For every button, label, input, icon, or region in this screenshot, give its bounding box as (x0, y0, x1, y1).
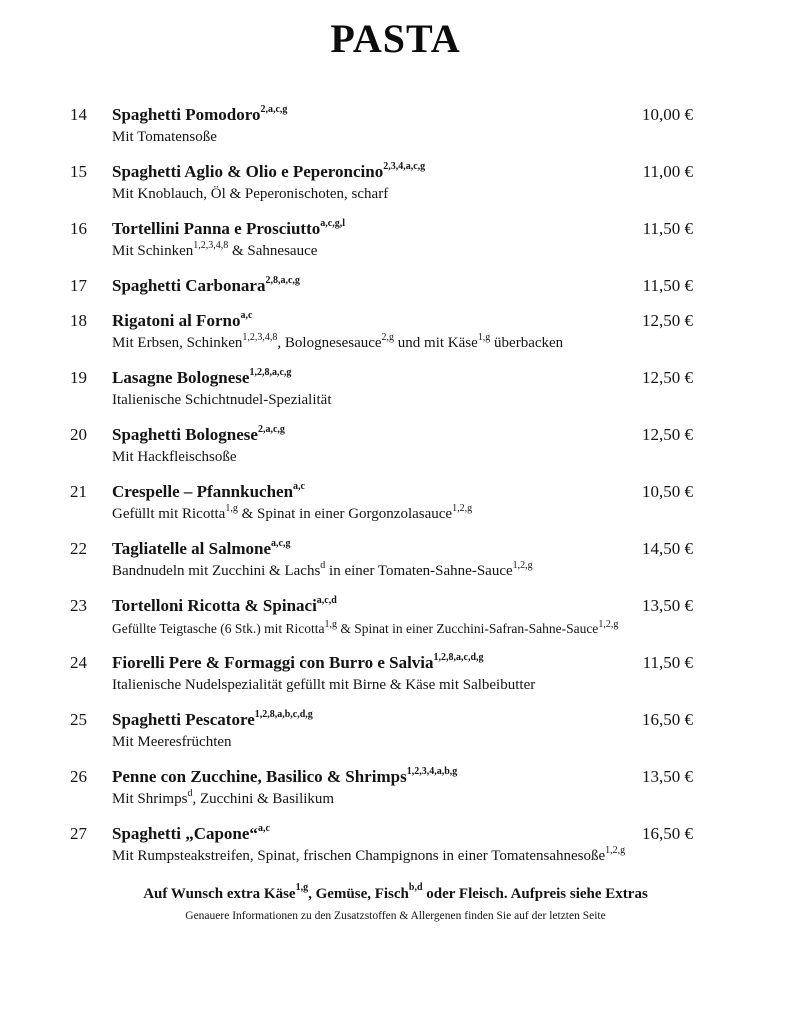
item-body (112, 766, 630, 810)
menu-item (70, 161, 693, 205)
item-price: 11,50 € (642, 219, 693, 238)
menu-item (70, 709, 693, 753)
allergen-superscript: 1,2,8,a,b,c,d,g (254, 709, 313, 721)
item-name (112, 652, 631, 674)
item-body (112, 481, 630, 525)
text-segment: Mit Meeresfrüchten (112, 734, 232, 750)
item-name (112, 275, 631, 297)
item-description (112, 732, 630, 753)
item-number: 15 (70, 162, 87, 181)
item-name (112, 161, 631, 183)
item-name (112, 310, 630, 332)
item-name (112, 538, 630, 560)
allergen-superscript: 2,g (381, 332, 395, 343)
item-name-text: Tortellini Panna e Prosciutto (112, 219, 321, 238)
item-description (112, 789, 630, 810)
item-description (112, 447, 630, 468)
item-number: 18 (70, 311, 87, 330)
item-name (112, 424, 630, 446)
text-segment: in einer Tomaten-Sahne-Sauce (325, 563, 513, 579)
allergen-superscript: 1,2,8,a,c,g (249, 367, 292, 379)
footer (0, 882, 791, 923)
text-segment: und mit Käse (394, 335, 478, 351)
item-number: 16 (70, 219, 87, 238)
text-segment: Mit Erbsen, Schinken (112, 335, 243, 351)
allergen-superscript: 1,2,3,4,8 (193, 240, 229, 251)
item-name-text: Spaghetti Pomodoro (112, 105, 261, 124)
item-price: 12,50 € (642, 368, 693, 387)
item-name-text: Spaghetti Pescatore (112, 710, 255, 729)
item-number: 25 (70, 710, 87, 729)
item-name (112, 709, 630, 731)
allergen-superscript: 1,2,8,a,c,d,g (433, 652, 484, 664)
allergen-superscript: b,d (408, 882, 423, 893)
text-segment: Mit Hackfleischsoße (112, 449, 237, 465)
allergen-superscript: d (187, 788, 193, 799)
item-description (112, 504, 630, 525)
item-body (112, 595, 630, 639)
text-segment: Gefüllte Teigtasche (6 Stk.) mit Ricotta (112, 621, 325, 636)
text-segment: & Spinat in einer Zucchini-Safran-Sahne-Sauce (337, 621, 599, 636)
menu-items (70, 104, 693, 867)
item-body (112, 310, 630, 354)
item-number: 23 (70, 596, 87, 615)
text-segment: , Bolognesesauce (277, 335, 382, 351)
text-segment: & Spinat in einer Gorgonzolasauce (237, 506, 453, 522)
allergen-superscript: 1,2,3,4,8 (242, 332, 278, 343)
item-body (112, 367, 630, 411)
item-number: 14 (70, 105, 87, 124)
page-title: PASTA (330, 16, 461, 61)
item-description (112, 241, 631, 262)
item-body (112, 275, 631, 297)
item-name-text: Spaghetti Carbonara (112, 276, 266, 295)
item-price: 10,50 € (642, 482, 693, 501)
item-price: 14,50 € (642, 539, 693, 558)
item-price: 12,50 € (642, 425, 693, 444)
allergen-superscript: 1,2,g (452, 503, 473, 514)
text-segment: , Zucchini & Basilikum (192, 791, 335, 807)
text-segment: Mit Rumpsteakstreifen, Spinat, frischen Champignons in einer Tomatensahnesoße (112, 848, 606, 864)
text-segment: Gefüllt mit Ricotta (112, 506, 226, 522)
item-body (112, 538, 630, 582)
item-description (112, 618, 630, 639)
allergen-superscript: 1,2,g (512, 560, 533, 571)
item-body (112, 424, 630, 468)
item-description (112, 333, 630, 354)
item-name-text: Crespelle – Pfannkuchen (112, 482, 294, 501)
item-price: 10,00 € (642, 105, 693, 124)
allergen-superscript: a,c,g (271, 538, 291, 550)
menu-item (70, 310, 693, 354)
menu-item (70, 218, 693, 262)
allergen-superscript: a,c (240, 310, 253, 322)
text-segment: Mit Shrimps (112, 791, 188, 807)
menu-item (70, 823, 693, 867)
text-segment: Italienische Nudelspezialität gefüllt mit Birne & Käse mit Salbeibutter (112, 677, 536, 693)
item-number: 24 (70, 653, 87, 672)
item-name (112, 104, 630, 126)
item-body (112, 823, 630, 867)
allergen-superscript: a,c,d (316, 595, 337, 607)
item-body (112, 652, 631, 696)
item-name-text: Tagliatelle al Salmone (112, 539, 271, 558)
text-segment: Mit Schinken (112, 243, 194, 259)
allergen-superscript: 1,g (225, 503, 238, 514)
item-price: 16,50 € (642, 824, 693, 843)
footer-info: Genauere Informationen zu den Zusatzstoffen & Allergenen finden Sie auf der letzten Seite (185, 910, 606, 922)
item-number: 22 (70, 539, 87, 558)
menu-item (70, 652, 693, 696)
text-segment: überbacken (490, 335, 564, 351)
item-name-text: Penne con Zucchine, Basilico & Shrimps (112, 767, 407, 786)
menu-item (70, 275, 693, 297)
item-description (112, 390, 630, 411)
item-name-text: Spaghetti Bolognese (112, 425, 258, 444)
item-body (112, 709, 630, 753)
text-segment: oder Fleisch. Aufpreis siehe Extras (422, 886, 648, 902)
item-name (112, 595, 630, 617)
item-name-text: Spaghetti Aglio & Olio e Peperoncino (112, 162, 384, 181)
item-number: 19 (70, 368, 87, 387)
allergen-superscript: 1,2,3,4,a,b,g (406, 766, 458, 778)
item-description (112, 127, 630, 148)
menu-item (70, 538, 693, 582)
text-segment: , Gemüse, Fisch (308, 886, 409, 902)
item-description (112, 184, 631, 205)
text-segment: Bandnudeln mit Zucchini & Lachs (112, 563, 321, 579)
item-description (112, 846, 630, 867)
item-name-text: Tortelloni Ricotta & Spinaci (112, 596, 317, 615)
item-name (112, 766, 630, 788)
allergen-superscript: 1,2,g (598, 618, 619, 630)
item-price: 12,50 € (642, 311, 693, 330)
allergen-superscript: 1,g (477, 332, 491, 343)
item-name (112, 481, 630, 503)
item-body (112, 104, 630, 148)
item-number: 20 (70, 425, 87, 444)
item-price: 11,50 € (642, 276, 693, 295)
item-description (112, 675, 631, 696)
allergen-superscript: 1,2,g (605, 845, 626, 856)
menu-item (70, 481, 693, 525)
allergen-superscript: 2,3,4,a,c,g (383, 161, 426, 173)
item-name (112, 823, 630, 845)
allergen-superscript: 2,a,c,g (257, 424, 285, 436)
item-name (112, 218, 631, 240)
text-segment: Auf Wunsch extra Käse (143, 886, 296, 902)
item-name-text: Fiorelli Pere & Formaggi con Burro e Salvia (112, 653, 434, 672)
item-name-text: Lasagne Bolognese (112, 368, 250, 387)
item-price: 16,50 € (642, 710, 693, 729)
allergen-superscript: 1,g (324, 618, 338, 630)
item-body (112, 218, 631, 262)
item-body (112, 161, 631, 205)
text-segment: Italienische Schichtnudel-Spezialität (112, 392, 332, 408)
menu-item (70, 424, 693, 468)
item-number: 26 (70, 767, 87, 786)
text-segment: & Sahnesauce (228, 243, 318, 259)
menu-item (70, 367, 693, 411)
item-name (112, 367, 630, 389)
allergen-superscript: 2,8,a,c,g (265, 275, 300, 287)
text-segment: Mit Tomatensoße (112, 129, 217, 145)
menu-item (70, 595, 693, 639)
item-price: 11,00 € (642, 162, 693, 181)
item-number: 17 (70, 276, 87, 295)
allergen-superscript: a,c (293, 481, 305, 493)
item-price: 11,50 € (642, 653, 693, 672)
item-price: 13,50 € (642, 596, 693, 615)
allergen-superscript: a,c,g,l (320, 218, 345, 230)
item-number: 27 (70, 824, 87, 843)
item-name-text: Spaghetti „Capone“ (112, 824, 258, 843)
menu-item (70, 766, 693, 810)
text-segment: Mit Knoblauch, Öl & Peperonischoten, scharf (112, 186, 389, 202)
menu-item (70, 104, 693, 148)
footer-note (0, 882, 791, 904)
allergen-superscript: a,c (257, 823, 270, 835)
allergen-superscript: 1,g (295, 882, 309, 893)
item-price: 13,50 € (642, 767, 693, 786)
item-number: 21 (70, 482, 87, 501)
item-name-text: Rigatoni al Forno (112, 311, 241, 330)
item-description (112, 561, 630, 582)
allergen-superscript: 2,a,c,g (260, 104, 288, 116)
allergen-superscript: d (320, 560, 326, 571)
